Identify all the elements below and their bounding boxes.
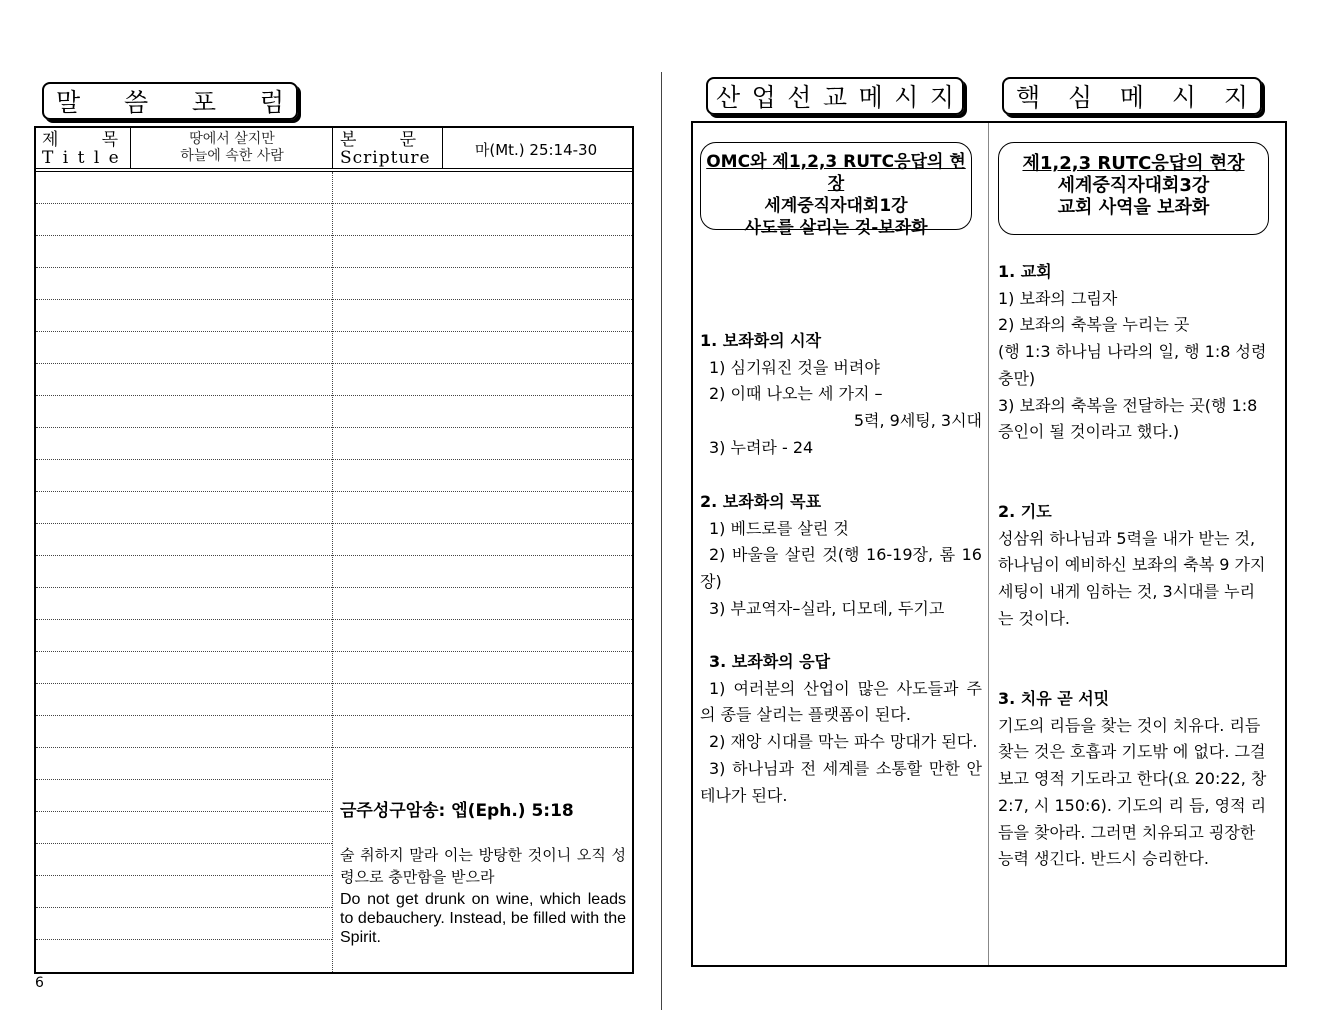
banner-char: 선 <box>787 83 812 112</box>
writing-line <box>332 299 632 300</box>
writing-line <box>332 619 632 620</box>
section-heading: 2. 보좌화의 목표 <box>700 492 822 511</box>
banner-char: 메 <box>858 83 883 112</box>
scripture-label-ko: 본 문 <box>340 130 417 150</box>
banner-char: 지 <box>1223 83 1248 112</box>
message-frame <box>691 121 1287 967</box>
section-line: 3) 누려라 - 24 <box>709 437 814 457</box>
section-line: 1) 보좌의 그림자 <box>998 288 1118 308</box>
banner-char: 럼 <box>259 88 284 117</box>
col1-section-2 <box>700 489 982 623</box>
banner-char: 교 <box>822 83 848 112</box>
banner-char: 시 <box>1171 83 1197 112</box>
scripture-label-en: Scripture <box>340 148 431 168</box>
banner-char: 포 <box>191 88 217 117</box>
col2-section-2 <box>998 499 1270 633</box>
writing-line <box>332 427 632 428</box>
section-line: 2) 재앙 시대를 막는 파수 망대가 된다. <box>709 732 978 752</box>
section-line: 2) 보좌의 축복을 누리는 곳 <box>998 315 1190 335</box>
banner-char: 업 <box>751 83 776 112</box>
sermon-note-frame <box>34 126 634 974</box>
section-line: 5력, 9세팅, 3시대 <box>853 411 982 431</box>
writing-line <box>332 747 632 748</box>
writing-line <box>332 331 632 332</box>
section-line: 3) 보좌의 축복을 전달하는 곳(행 1:8 증인이 될 것이라고 했다.) <box>998 395 1258 442</box>
writing-line <box>332 491 632 492</box>
industrial-mission-banner <box>706 77 964 115</box>
writing-line <box>332 203 632 204</box>
lecture-box-2 <box>998 142 1269 235</box>
writing-line <box>332 235 632 236</box>
section-line: 2) 이때 나오는 세 가지 – <box>709 384 883 404</box>
sermon-title-line: 땅에서 살지만 <box>189 131 275 147</box>
banner-char: 심 <box>1067 83 1093 112</box>
scripture-label <box>340 131 440 167</box>
col1-section-1 <box>700 328 982 462</box>
writing-line <box>332 715 632 716</box>
section-heading: 1. 교회 <box>998 262 1052 281</box>
writing-line <box>36 907 332 908</box>
section-line: 1) 여러분의 산업이 많은 사도들과 주의 종들 살리는 플랫폼이 된다. <box>700 678 982 725</box>
banner-char: 핵 <box>1016 83 1041 112</box>
lecture-box-2-line1: 제1,2,3 RUTC응답의 현장 <box>1022 153 1245 174</box>
col2-section-3 <box>998 686 1270 873</box>
malsseum-forum-banner <box>42 82 298 120</box>
banner-char: 메 <box>1119 83 1145 112</box>
writing-line <box>36 523 332 524</box>
writing-line <box>36 459 332 460</box>
writing-line <box>332 523 632 524</box>
memory-verse-heading: 금주성구암송: 엡(Eph.) 5:18 <box>340 801 574 821</box>
writing-line <box>332 395 632 396</box>
writing-line <box>36 203 332 204</box>
section-heading: 3. 치유 곧 서밋 <box>998 689 1110 708</box>
banner-char: 말 <box>56 88 81 117</box>
col1-section-3 <box>700 649 982 809</box>
writing-line <box>36 715 332 716</box>
lecture-box-2-line2: 세계중직자대회3강 <box>1057 175 1210 196</box>
banner-char: 지 <box>929 83 954 112</box>
section-line: 1) 심기워진 것을 버려야 <box>709 357 880 377</box>
writing-line <box>36 299 332 300</box>
writing-line <box>36 395 332 396</box>
section-line: (행 1:3 하나님 나라의 일, 행 1:8 성령 충만) <box>998 342 1267 388</box>
core-message-banner <box>1002 77 1262 115</box>
banner-char: 시 <box>894 83 919 112</box>
writing-line <box>36 619 332 620</box>
lecture-box-2-line3: 교회 사역을 보좌화 <box>1057 197 1210 218</box>
section-line: 3) 부교역자–실라, 디모데, 두기고 <box>709 598 945 618</box>
writing-line <box>36 491 332 492</box>
writing-line <box>332 363 632 364</box>
writing-line <box>36 747 332 748</box>
writing-line <box>36 683 332 684</box>
section-heading: 1. 보좌화의 시작 <box>700 331 822 350</box>
writing-line <box>332 587 632 588</box>
writing-line <box>36 843 332 844</box>
memory-verse-english: Do not get drunk on wine, which leads to debauchery. Instead, be filled with the Spirit. <box>340 891 626 946</box>
memory-verse <box>340 792 626 947</box>
section-heading: 2. 기도 <box>998 502 1052 521</box>
writing-line <box>332 683 632 684</box>
section-line: 기도의 리듬을 찾는 것이 치유다. 리듬 찾는 것은 호흡과 기도밖 에 없다. 그걸 보고 영적 기도라고 한다(요 20:22, 창 2:7, 시 150:6). 기도의 리 듬, 영적 리듬을 찾아라. 그러면 치유되고 굉장한 능력 생긴다. 반드시 승리한다. <box>998 715 1267 869</box>
banner-char: 산 <box>716 83 741 112</box>
memory-verse-korean: 술 취하지 말라 이는 방탕한 것이니 오직 성령으로 충만함을 받으라 <box>340 846 626 886</box>
header-row <box>36 128 632 172</box>
writing-line <box>36 427 332 428</box>
writing-line <box>36 363 332 364</box>
scripture-reference: 마(Mt.) 25:14-30 <box>474 141 598 159</box>
page-number: 6 <box>35 975 44 991</box>
writing-line <box>36 267 332 268</box>
section-line: 성삼위 하나님과 5력을 내가 받는 것, 하나님이 예비하신 보좌의 축복 9 가지 세팅이 내게 임하는 것, 3시대를 누리는 것이다. <box>998 528 1266 628</box>
page-gutter <box>661 72 662 1010</box>
title-label-en: T i t l e <box>42 148 121 168</box>
writing-line <box>36 651 332 652</box>
writing-line <box>332 267 632 268</box>
lecture-box-1 <box>700 142 972 238</box>
writing-line <box>332 459 632 460</box>
writing-line <box>36 779 332 780</box>
writing-line <box>332 651 632 652</box>
body-divider <box>332 172 333 972</box>
lecture-box-1-line3: 사도를 살리는 것-보좌화 <box>744 218 928 238</box>
writing-line <box>36 235 332 236</box>
writing-line <box>36 875 332 876</box>
title-label-ko: 제 목 <box>42 130 119 150</box>
section-heading: 3. 보좌화의 응답 <box>709 652 831 671</box>
sermon-title-line: 하늘에 속한 사람 <box>180 148 284 164</box>
writing-line <box>36 587 332 588</box>
writing-line <box>36 555 332 556</box>
section-line: 2) 바울을 살린 것(행 16-19장, 롬 16장) <box>700 545 982 592</box>
lecture-box-1-line1: OMC와 제1,2,3 RUTC응답의 현장 <box>706 152 966 194</box>
banner-char: 씀 <box>123 88 149 117</box>
column-divider <box>988 123 989 965</box>
col2-section-1 <box>998 259 1270 446</box>
writing-line <box>332 555 632 556</box>
section-line: 3) 하나님과 전 세계를 소통할 만한 안테나가 된다. <box>700 758 982 805</box>
writing-line <box>36 811 332 812</box>
section-line: 1) 베드로를 살린 것 <box>709 518 849 538</box>
writing-line <box>36 939 332 940</box>
writing-line <box>36 331 332 332</box>
title-label <box>42 131 126 167</box>
sermon-title <box>132 131 332 165</box>
lecture-box-1-line2: 세계중직자대회1강 <box>764 196 908 216</box>
